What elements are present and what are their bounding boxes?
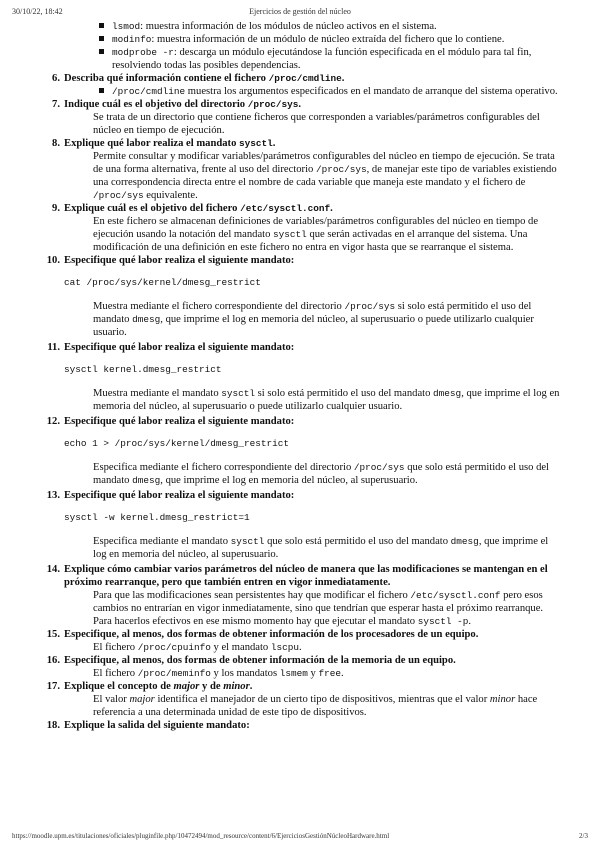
question-11: 11. Especifique qué labor realiza el siguiente mandato: [47, 342, 295, 353]
command-13: sysctl -w kernel.dmesg_restrict=1 [64, 512, 250, 523]
question-8: 8. Explique qué labor realiza el mandato sysctl. [52, 138, 276, 149]
print-datetime: 30/10/22, 18:42 [12, 7, 63, 16]
answer-10: Muestra mediante el fichero correspondiente del directorio /proc/sys si solo está permitido el uso del mandato dmesg, que imprime el log en memoria del núcleo, al superusuario o puede utilizarlo cualquier usuario. [93, 301, 534, 338]
question-6: 6. Describa qué información contiene el fichero /proc/cmdline. [52, 73, 345, 84]
source-url: https://moodle.upm.es/titulaciones/oficiales/pluginfile.php/10472494/mod_resource/content/6/EjerciciosGestiónNúcleoHardware.html [12, 832, 390, 840]
command-10: cat /proc/sys/kernel/dmesg_restrict [64, 277, 261, 288]
question-18: 18. Explique la salida del siguiente mandato: [46, 720, 250, 731]
list-item: modinfo: muestra información de un módulo de núcleo extraída del fichero que lo contiene. [112, 33, 600, 46]
list-item: /proc/cmdline muestra los argumentos especificados en el mandato de arranque del sistema operativo. [112, 85, 600, 98]
question-9: 9. Explique cuál es el objetivo del fichero /etc/sysctl.conf. [52, 203, 333, 214]
question-7: 7. Indique cuál es el objetivo del directorio /proc/sys. [52, 99, 302, 110]
answer-13: Especifica mediante el mandato sysctl que solo está permitido el uso del mandato dmesg, que imprime el log en memoria del núcleo, al superusuario. [93, 536, 549, 560]
command-12: echo 1 > /proc/sys/kernel/dmesg_restrict [64, 438, 290, 449]
question-16: 16. Especifique, al menos, dos formas de obtener información de la memoria de un equipo. [46, 655, 456, 666]
print-header [12, 7, 588, 19]
question-13: 13. Especifique qué labor realiza el siguiente mandato: [46, 490, 295, 501]
question-15: 15. Especifique, al menos, dos formas de obtener información de los procesadores de un equipo. [46, 629, 479, 640]
answer-16: El fichero /proc/meminfo y los mandatos lsmem y free. [93, 668, 344, 679]
answer-8: Permite consultar y modificar variables/parámetros configurables del núcleo en tiempo de ejecución. Se trata de una forma alternativa, frente al uso del directorio /proc/sys, de manejar este tipo de variables existiendo una correspondencia directa entre el nombre de cada variable que maneja este mandato y el fichero de /proc/sys equivalente. [93, 151, 557, 201]
answer-9: En este fichero se almacenan definiciones de variables/parámetros configurables del núcleo en tiempo de ejecución usando la notación del mandato sysctl que serán activadas en el arranque del sistema. Una modificación de una definición en este fichero no entra en vigor hasta que se rearranque el sistema. [93, 216, 539, 253]
list-item: modprobe -r: descarga un módulo ejecutándose la función especificada en el módulo para tal fin, resolviendo todas las posibles dependencias. [112, 46, 600, 72]
answer-12: Especifica mediante el fichero correspondiente del directorio /proc/sys que solo está permitido el uso del mandato dmesg, que imprime el log en memoria del núcleo, al superusuario. [93, 462, 550, 486]
question-12: 12. Especifique qué labor realiza el siguiente mandato: [46, 416, 295, 427]
answer-17: El valor major identifica el manejador de un cierto tipo de dispositivos, mientras que el valor minor hace referencia a una determinada unidad de este tipo de dispositivos. [93, 694, 538, 718]
answer-7: Se trata de un directorio que contiene ficheros que corresponden a variables/parámetros configurables del núcleo en tiempo de ejecución. [93, 112, 540, 136]
print-footer [12, 832, 588, 842]
question-17: 17. Explique el concepto de major y de minor. [46, 681, 253, 692]
command-11: sysctl kernel.dmesg_restrict [64, 364, 222, 375]
question-14: 14. Explique cómo cambiar varios parámetros del núcleo de manera que las modificaciones se mantengan en el próximo rearranque, pero que también entren en vigor inmediatamente. [46, 564, 548, 588]
list-item: lsmod: muestra información de los módulos de núcleo activos en el sistema. [112, 20, 600, 33]
command-bullet-list [0, 20, 600, 72]
answer-15: El fichero /proc/cpuinfo y el mandato lscpu. [93, 642, 302, 653]
question-10: 10. Especifique qué labor realiza el siguiente mandato: [46, 255, 295, 266]
answer-6-list [0, 85, 600, 98]
answer-14: Para que las modificaciones sean persistentes hay que modificar el fichero /etc/sysctl.conf pero esos cambios no entrarían en vigor inmediatamente, sino que tendrían que esperar hasta el próximo rearranque. Para hacerlos efectivos en ese mismo momento hay que ejecutar el mandato sysctl -p. [93, 590, 544, 627]
answer-11: Muestra mediante el mandato sysctl si solo está permitido el uso del mandato dmesg, que imprime el log en memoria del núcleo, al superusuario o puede utilizarlo cualquier usuario. [93, 388, 560, 412]
document-body [0, 20, 600, 732]
document-title: Ejercicios de gestión del núcleo [249, 7, 351, 16]
page-number: 2/3 [579, 832, 588, 840]
